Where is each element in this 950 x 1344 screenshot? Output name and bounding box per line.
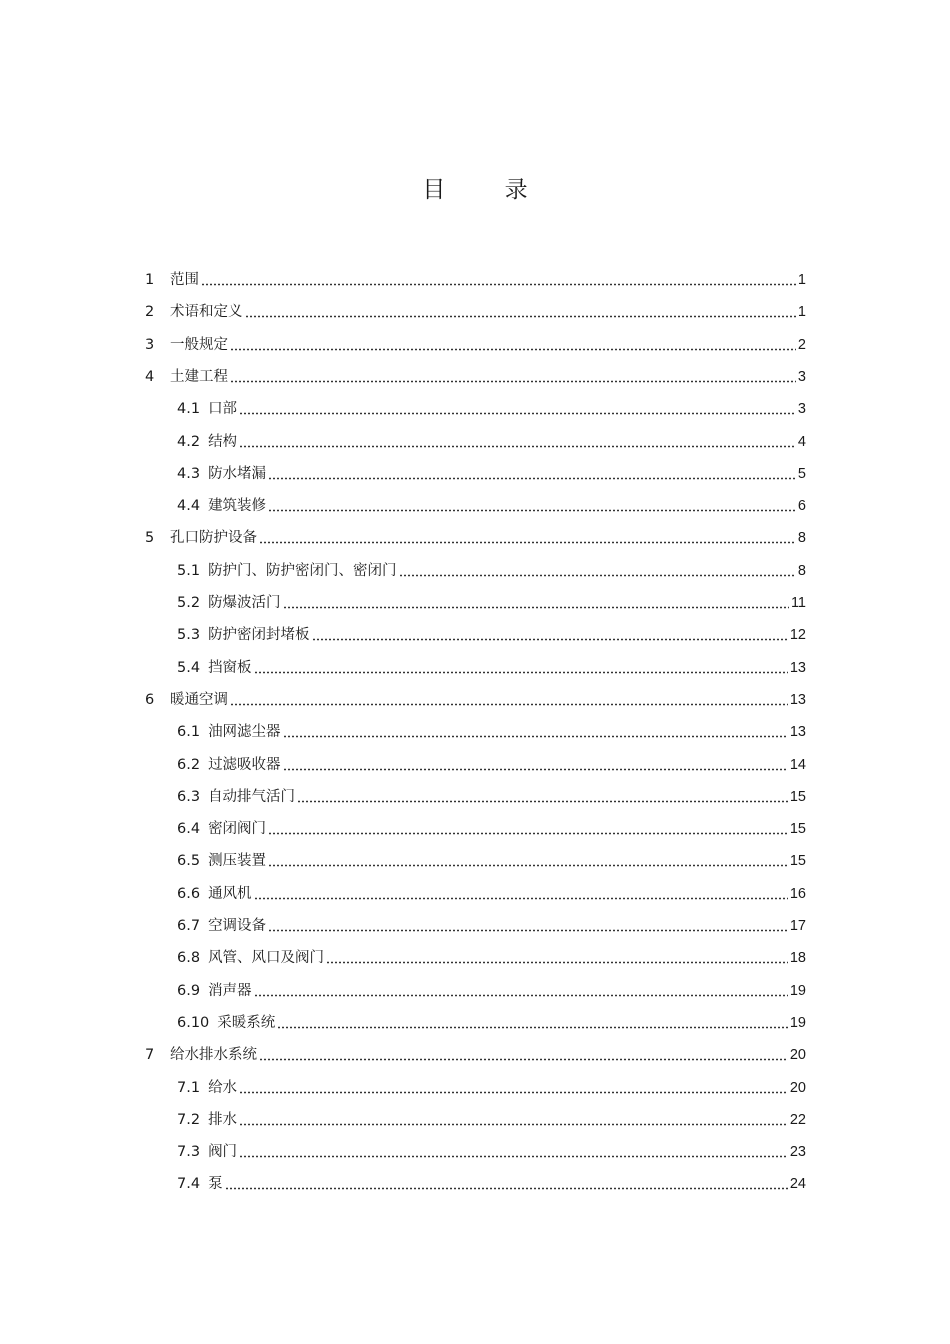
toc-entry-page-number: 20 [789,1079,806,1096]
toc-entry-title: 给水 [208,1079,238,1096]
toc-dot-leader [312,638,788,641]
toc-dot-leader [254,994,788,997]
toc-entry-title: 采暖系统 [217,1014,276,1031]
toc-entry-section[interactable] [177,1104,806,1136]
toc-entry-number: 1 [145,272,155,288]
toc-entry-section[interactable] [177,749,806,781]
toc-entry-page-number: 1 [797,272,806,288]
toc-entry-section[interactable] [177,458,806,490]
toc-entry-title: 防护门、防护密闭门、密闭门 [208,562,397,579]
toc-entry-page-number: 23 [789,1144,806,1161]
toc-entry-title: 自动排气活门 [208,788,296,805]
toc-dot-leader [225,1187,788,1190]
toc-entry-title: 防护密闭封堵板 [208,627,310,644]
toc-dot-leader [254,897,788,900]
toc-entry-title: 术语和定义 [170,304,243,321]
toc-entry-page-number: 5 [797,465,806,482]
toc-entry-chapter[interactable] [145,296,806,328]
toc-entry-page-number: 1 [797,304,806,321]
toc-entry-section[interactable] [177,1007,806,1039]
toc-entry-number: 5.3 [177,627,201,644]
toc-entry-section[interactable] [177,878,806,910]
toc-entry-title: 结构 [208,433,238,450]
toc-entry-page-number: 24 [789,1176,806,1193]
toc-entry-section[interactable] [177,910,806,942]
toc-dot-leader [239,412,796,415]
toc-dot-leader [268,929,788,932]
toc-entry-number: 5.4 [177,659,201,676]
toc-entry-number: 6 [145,691,155,708]
toc-dot-leader [239,1123,788,1126]
toc-entry-number: 7 [145,1047,155,1064]
toc-entry-title: 孔口防护设备 [170,530,257,547]
toc-entry-chapter[interactable] [145,329,806,361]
toc-entry-page-number: 14 [789,756,806,773]
toc-dot-leader [259,541,796,544]
toc-entry-page-number: 4 [797,433,806,450]
toc-dot-leader [283,735,788,738]
toc-entry-page-number: 16 [789,885,806,902]
toc-dot-leader [277,1026,788,1029]
toc-entry-number: 6.3 [177,788,201,805]
toc-entry-number: 6.9 [177,982,201,999]
toc-dot-leader [283,768,788,771]
toc-dot-leader [268,509,796,512]
toc-entry-title: 土建工程 [170,368,228,385]
toc-entry-title: 口部 [208,401,238,418]
toc-dot-leader [239,1155,788,1158]
toc-entry-section[interactable] [177,652,806,684]
toc-entry-title: 建筑装修 [208,498,267,515]
toc-entry-title: 防水堵漏 [208,465,267,482]
toc-entry-number: 4.4 [177,498,201,515]
toc-entry-page-number: 13 [789,659,806,676]
toc-entry-chapter[interactable] [145,522,806,554]
toc-entry-page-number: 6 [797,498,806,515]
toc-entry-section[interactable] [177,1168,806,1200]
toc-dot-leader [326,961,788,964]
toc-dot-leader [239,1091,788,1094]
toc-entry-number: 3 [145,336,155,353]
toc-entry-page-number: 15 [789,853,806,870]
toc-entry-title: 密闭阀门 [208,821,267,838]
toc-entry-page-number: 13 [789,724,806,741]
toc-entry-title: 排水 [208,1111,238,1128]
toc-entry-page-number: 8 [797,530,806,547]
toc-entry-chapter[interactable] [145,684,806,716]
toc-entry-number: 4.1 [177,401,201,418]
toc-entry-chapter[interactable] [145,1039,806,1071]
toc-entry-number: 7.1 [177,1079,201,1096]
toc-entry-page-number: 13 [789,691,806,708]
toc-dot-leader [254,671,788,674]
toc-entry-chapter[interactable] [145,361,806,393]
toc-entry-number: 6.4 [177,821,201,838]
toc-entry-section[interactable] [177,781,806,813]
toc-entry-number: 4.3 [177,465,201,482]
toc-entry-title: 泵 [208,1176,223,1193]
toc-entry-title: 油网滤尘器 [208,724,281,741]
toc-entry-number: 6.5 [177,853,201,870]
toc-entry-number: 5 [145,530,155,547]
toc-dot-leader [283,606,789,609]
toc-dot-leader [201,283,796,286]
toc-entry-page-number: 17 [789,918,806,934]
toc-entry-number: 6.8 [177,950,201,967]
toc-entry-page-number: 20 [789,1047,806,1064]
toc-entry-section[interactable] [177,587,806,619]
toc-entry-section[interactable] [177,1136,806,1168]
toc-entry-number: 2 [145,304,155,321]
toc-entry-number: 7.2 [177,1111,201,1128]
toc-dot-leader [245,315,796,318]
toc-entry-title: 暖通空调 [170,691,228,708]
toc-entry-page-number: 11 [790,595,806,611]
toc-entry-section[interactable] [177,1072,806,1104]
toc-entry-title: 一般规定 [170,336,228,353]
toc-dot-leader [239,445,796,448]
toc-title: 目 录 [422,177,554,203]
toc-dot-leader [230,380,796,383]
toc-entry-page-number: 3 [797,368,806,385]
toc-dot-leader [268,477,796,480]
toc-entry-number: 6.7 [177,918,201,934]
toc-entry-page-number: 12 [789,627,806,644]
toc-entry-number: 6.2 [177,756,201,773]
toc-dot-leader [297,800,788,803]
toc-entry-page-number: 19 [789,1014,806,1031]
toc-entry-page-number: 15 [789,821,806,838]
toc-entry-title: 风管、风口及阀门 [208,950,325,967]
toc-entry-title: 范围 [170,272,199,288]
toc-entry-page-number: 19 [789,982,806,999]
toc-entry-title: 空调设备 [208,918,267,934]
toc-entry-title: 挡窗板 [208,659,252,676]
toc-entry-section[interactable] [177,555,806,587]
toc-entry-section[interactable] [177,845,806,877]
toc-entry-page-number: 8 [797,562,806,579]
toc-dot-leader [230,348,796,351]
toc-dot-leader [399,574,796,577]
toc-entry-title: 给水排水系统 [170,1047,257,1064]
toc-entry-section[interactable] [177,619,806,651]
toc-dot-leader [268,864,788,867]
toc-entry-section[interactable] [177,716,806,748]
toc-entry-title: 防爆波活门 [208,595,281,611]
toc-entry-title: 通风机 [208,885,252,902]
toc-entry-title: 消声器 [208,982,252,999]
toc-entry-number: 6.1 [177,724,201,741]
toc-dot-leader [268,832,788,835]
toc-entry-title: 过滤吸收器 [208,756,281,773]
toc-entry-section[interactable] [177,393,806,425]
toc-entry-title: 阀门 [208,1144,238,1161]
toc-dot-leader [259,1058,788,1061]
toc-entry-page-number: 3 [797,401,806,418]
toc-entry-section[interactable] [177,975,806,1007]
toc-entry-section[interactable] [177,426,806,458]
toc-entry-number: 7.3 [177,1144,201,1161]
toc-entry-number: 4 [145,368,155,385]
toc-entry-number: 5.1 [177,562,201,579]
toc-entry-chapter[interactable] [145,264,806,296]
toc-entry-number: 4.2 [177,433,201,450]
toc-entry-page-number: 2 [797,336,806,353]
toc-entry-section[interactable] [177,942,806,974]
toc-entry-number: 6.10 [177,1014,210,1031]
toc-entry-page-number: 18 [789,950,806,967]
toc-entry-section[interactable] [177,490,806,522]
toc-dot-leader [230,703,788,706]
toc-entry-number: 5.2 [177,595,201,611]
toc-entry-title: 测压装置 [208,853,267,870]
toc-entry-section[interactable] [177,813,806,845]
toc-entry-number: 6.6 [177,885,201,902]
toc-entry-number: 7.4 [177,1176,201,1193]
toc-entry-page-number: 15 [789,788,806,805]
toc-entry-page-number: 22 [789,1111,806,1128]
